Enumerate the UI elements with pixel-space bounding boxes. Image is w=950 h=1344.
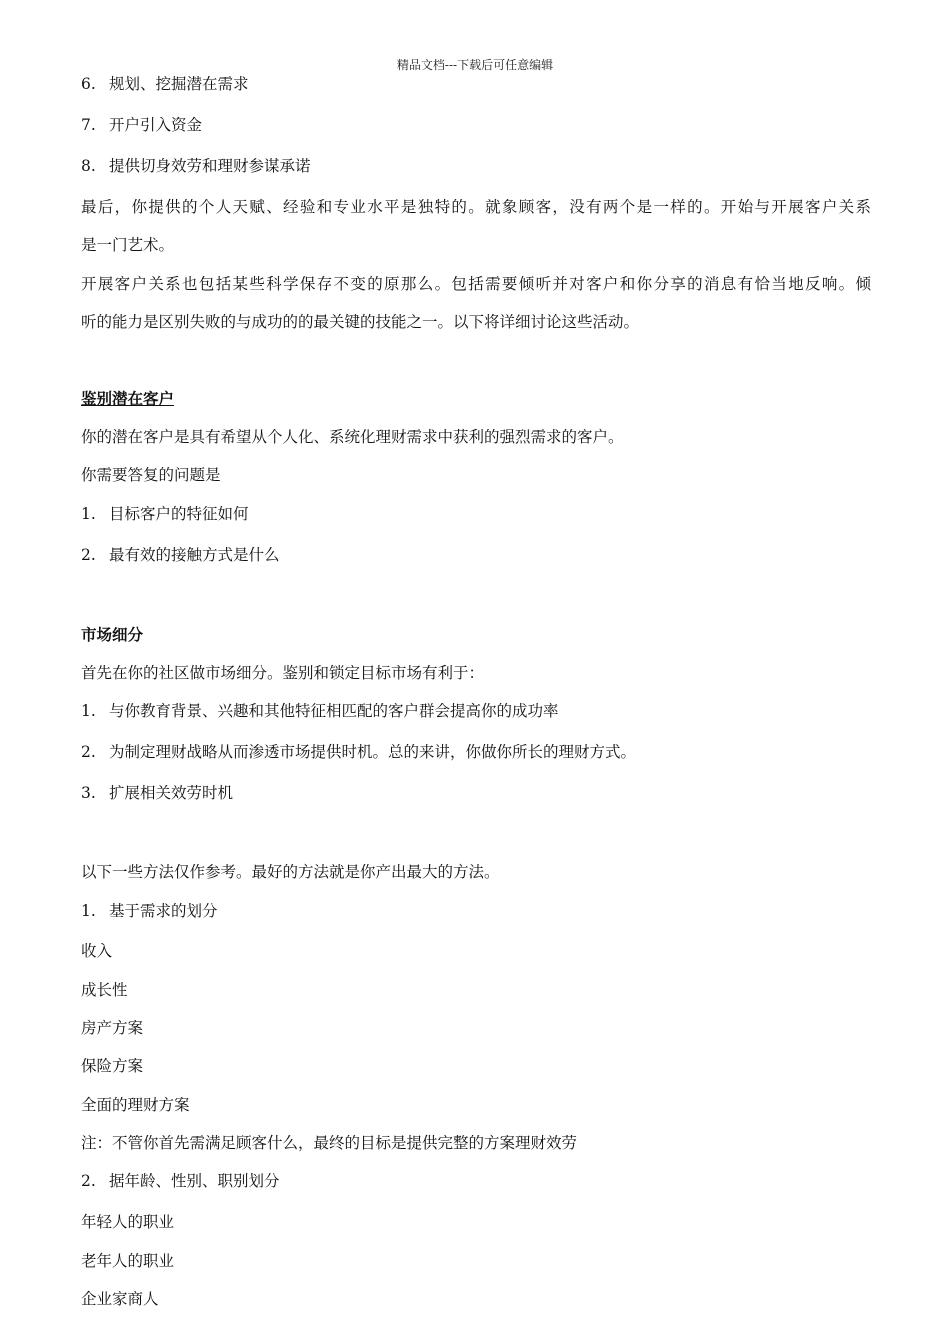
- list-number: 2.: [81, 743, 96, 761]
- list-item: [81, 783, 233, 803]
- list-item: [81, 742, 636, 762]
- paragraph-line: 全面的理财方案: [81, 1096, 190, 1114]
- list-text: 基于需求的划分: [109, 902, 218, 920]
- paragraph-line: 开展客户关系也包括某些科学保存不变的原那么。包括需要倾听并对客户和你分享的消息有恰当地反响。倾: [81, 275, 871, 293]
- list-number: 2.: [81, 1172, 96, 1190]
- list-text: 扩展相关效劳时机: [109, 784, 234, 802]
- section-heading: 鉴别潜在客户: [81, 389, 175, 408]
- list-number: 1.: [81, 902, 96, 920]
- list-item: [81, 1171, 280, 1191]
- list-number: 7.: [81, 116, 96, 134]
- paragraph-line: 首先在你的社区做市场细分。鉴别和锁定目标市场有利于：: [81, 664, 485, 682]
- paragraph-line: 房产方案: [81, 1019, 144, 1037]
- list-number: 3.: [81, 784, 96, 802]
- paragraph-line: 保险方案: [81, 1057, 144, 1075]
- paragraph-line: 成长性: [81, 981, 128, 999]
- paragraph-line: 收入: [81, 942, 113, 960]
- paragraph-line: 年轻人的职业: [81, 1213, 175, 1231]
- paragraph-line: 听的能力是区别失败的与成功的的最关键的技能之一。以下将详细讨论这些活动。: [81, 313, 640, 331]
- paragraph-line: 你的潜在客户是具有希望从个人化、系统化理财需求中获利的强烈需求的客户。: [81, 428, 624, 446]
- section-heading: 市场细分: [81, 625, 144, 644]
- note-line: 注：不管你首先需满足顾客什么，最终的目标是提供完整的方案理财效劳: [81, 1134, 578, 1152]
- paragraph-line: 最后，你提供的个人天赋、经验和专业水平是独特的。就象顾客，没有两个是一样的。开始与开展客户关系: [81, 198, 871, 216]
- list-item: [81, 504, 249, 524]
- list-item: [81, 115, 202, 135]
- paragraph-line: 是一门艺术。: [81, 236, 175, 254]
- list-text: 最有效的接触方式是什么: [109, 546, 280, 564]
- paragraph-line: 你需要答复的问题是: [81, 466, 221, 484]
- list-text: 为制定理财战略从而渗透市场提供时机。总的来讲，你做你所长的理财方式。: [109, 743, 637, 761]
- paragraph-line: 老年人的职业: [81, 1252, 175, 1270]
- list-text: 开户引入资金: [109, 116, 203, 134]
- list-item: [81, 156, 311, 176]
- list-number: 8.: [81, 157, 96, 175]
- list-text: 与你教育背景、兴趣和其他特征相匹配的客户群会提高你的成功率: [109, 702, 559, 720]
- list-item: [81, 74, 249, 94]
- list-number: 2.: [81, 546, 96, 564]
- paragraph-line: 企业家商人: [81, 1290, 159, 1308]
- list-text: 目标客户的特征如何: [109, 505, 249, 523]
- list-text: 据年龄、性别、职别划分: [109, 1172, 280, 1190]
- list-number: 6.: [81, 75, 96, 93]
- list-text: 规划、挖掘潜在需求: [109, 75, 249, 93]
- list-number: 1.: [81, 702, 96, 720]
- list-item: [81, 701, 559, 721]
- list-item: [81, 545, 280, 565]
- page-header: 精品文档---下载后可任意编辑: [396, 58, 554, 72]
- list-text: 提供切身效劳和理财参谋承诺: [109, 157, 311, 175]
- list-number: 1.: [81, 505, 96, 523]
- paragraph-line: 以下一些方法仅作参考。最好的方法就是你产出最大的方法。: [81, 863, 500, 881]
- list-item: [81, 901, 218, 921]
